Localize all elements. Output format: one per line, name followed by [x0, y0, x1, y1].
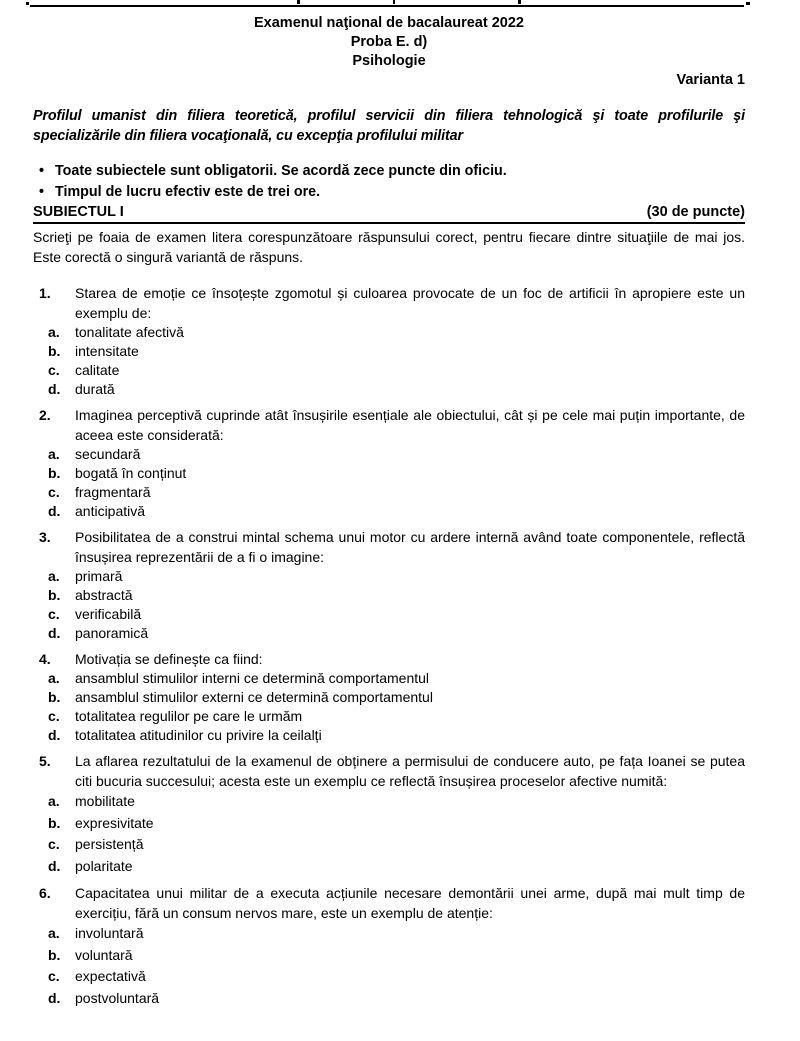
- option-text: tonalitate afectivă: [75, 324, 184, 340]
- question-5: [33, 751, 745, 877]
- option-text: totalitatea regulilor pe care le urmăm: [75, 708, 303, 724]
- option-letter: a.: [48, 568, 60, 584]
- subject-points: (30 de puncte): [646, 204, 745, 220]
- option-row: [33, 856, 745, 878]
- option-row: [33, 945, 745, 967]
- option-row: [33, 988, 745, 1010]
- question-text: La aflarea rezultatului de la examenul de obținere a permisului de conducere auto, pe fața Ioanei se putea citi bucuria succesului; acesta este un exemplu ce reflectă însușirea proceselor afective numită:: [75, 753, 745, 789]
- option-letter: b.: [48, 587, 61, 603]
- option-text: polaritate: [75, 857, 133, 874]
- cropped-text-fragment: [26, 2, 29, 5]
- question-6: [33, 883, 745, 1009]
- option-text: expresivitate: [75, 814, 154, 831]
- option-text: totalitatea atitudinilor cu privire la ceilalți: [75, 727, 322, 743]
- subject-title: SUBIECTUL I: [33, 204, 124, 220]
- option-letter: c.: [48, 708, 60, 724]
- option-letter: c.: [48, 968, 60, 984]
- option-letter: d.: [48, 381, 61, 397]
- option-letter: c.: [48, 362, 60, 378]
- question-4: [33, 649, 745, 745]
- option-row: [33, 445, 745, 464]
- option-letter: b.: [48, 343, 61, 359]
- option-text: panoramică: [75, 625, 149, 641]
- option-row: [33, 923, 745, 945]
- option-text: anticipativă: [75, 503, 146, 519]
- option-row: [33, 464, 745, 483]
- option-letter: a.: [48, 925, 60, 941]
- option-text: involuntară: [75, 925, 144, 941]
- option-letter: d.: [48, 857, 61, 874]
- option-letter: d.: [48, 503, 61, 519]
- question-text: Imaginea perceptivă cuprinde atât însușirile esențiale ale obiectului, cât și pe cele mai puțin importante, de aceea este considerată:: [75, 407, 745, 443]
- option-row: [33, 483, 745, 502]
- option-text: ansamblul stimulilor externi ce determină comportamentul: [75, 689, 433, 705]
- question-number: 1.: [39, 285, 51, 301]
- exam-header: [33, 0, 745, 90]
- option-text: voluntară: [75, 946, 133, 963]
- option-letter: c.: [48, 484, 60, 500]
- variant-label: Varianta 1: [676, 72, 745, 88]
- option-row: [33, 567, 745, 586]
- option-row: [33, 813, 745, 835]
- option-text: primară: [75, 568, 123, 584]
- question-1: [33, 283, 745, 399]
- option-letter: b.: [48, 465, 61, 481]
- option-letter: c.: [48, 606, 60, 622]
- option-letter: a.: [48, 324, 60, 340]
- option-letter: c.: [48, 836, 60, 852]
- bullet-icon: •: [39, 163, 45, 179]
- question-text: Capacitatea unui militar de a executa acțiunile necesare demontării unei arme, după mai mult timp de exercițiu, fără un consum nervos mare, este un exemplu de atenție:: [75, 885, 745, 921]
- option-text: intensitate: [75, 343, 139, 359]
- option-text: bogată în conținut: [75, 465, 187, 481]
- option-text: postvoluntară: [75, 989, 160, 1006]
- option-row: [33, 586, 745, 605]
- notice-item: [33, 182, 745, 203]
- question-3: [33, 527, 745, 643]
- option-row: [33, 605, 745, 624]
- option-row: [33, 707, 745, 726]
- option-row: [33, 323, 745, 342]
- option-text: verificabilă: [75, 606, 142, 622]
- option-row: [33, 361, 745, 380]
- exam-discipline: Psihologie: [352, 53, 426, 69]
- question-2: [33, 405, 745, 521]
- option-text: persistență: [75, 836, 144, 852]
- option-row: [33, 624, 745, 643]
- option-text: abstractă: [75, 587, 133, 603]
- instructions-text: Scrieţi pe foaia de examen litera corespunzătoare răspunsului corect, pentru fiecare dintre situaţiile de mai jos. Este corectă o singură variantă de răspuns.: [33, 229, 745, 265]
- option-text: durată: [75, 381, 115, 397]
- question-number: 3.: [39, 529, 51, 545]
- exam-title: Examenul naţional de bacalaureat 2022: [254, 15, 524, 31]
- option-row: [33, 669, 745, 688]
- option-letter: d.: [48, 625, 61, 641]
- option-text: mobilitate: [75, 793, 135, 809]
- question-number: 4.: [39, 651, 51, 667]
- option-row: [33, 834, 745, 856]
- exam-proba: Proba E. d): [350, 34, 428, 50]
- question-number: 5.: [39, 753, 51, 769]
- notice-list: [33, 161, 745, 203]
- option-letter: b.: [48, 814, 61, 831]
- option-text: ansamblul stimulilor interni ce determină comportamentul: [75, 670, 430, 686]
- question-number: 6.: [39, 885, 51, 901]
- bullet-icon: •: [39, 184, 45, 200]
- option-row: [33, 688, 745, 707]
- option-letter: a.: [48, 446, 60, 462]
- option-row: [33, 502, 745, 521]
- question-text: Starea de emoție ce însoțește zgomotul și culoarea provocate de un foc de artificii în apropiere este un exemplu de:: [75, 285, 745, 321]
- question-number: 2.: [39, 407, 51, 423]
- notice-text: Timpul de lucru efectiv este de trei ore.: [55, 184, 321, 200]
- option-text: calitate: [75, 362, 120, 378]
- option-letter: a.: [48, 793, 60, 809]
- option-row: [33, 380, 745, 399]
- notice-text: Toate subiectele sunt obligatorii. Se acordă zece puncte din oficiu.: [55, 163, 507, 179]
- cropped-text-fragment: [746, 2, 750, 5]
- option-letter: d.: [48, 989, 61, 1006]
- option-text: expectativă: [75, 968, 146, 984]
- option-text: secundară: [75, 446, 141, 462]
- option-row: [33, 791, 745, 813]
- notice-item: [33, 161, 745, 182]
- option-text: fragmentară: [75, 484, 151, 500]
- option-letter: d.: [48, 727, 61, 743]
- option-letter: b.: [48, 946, 61, 963]
- option-row: [33, 726, 745, 745]
- option-letter: a.: [48, 670, 60, 686]
- option-row: [33, 966, 745, 988]
- questions-section: [33, 283, 745, 1009]
- option-letter: b.: [48, 689, 61, 705]
- option-row: [33, 342, 745, 361]
- subject-heading: [33, 203, 745, 224]
- question-text: Posibilitatea de a construi mintal schema unui motor cu ardere internă având toate componentele, reflectă însușirea reprezentării de a fi o imagine:: [75, 529, 745, 565]
- profile-note: Profilul umanist din filiera teoretică, profilul servicii din filiera tehnologică şi toate profilurile şi specializările din filiera vocaţională, cu excepţia profilului militar: [33, 108, 745, 144]
- question-text: Motivația se definește ca fiind:: [75, 651, 263, 667]
